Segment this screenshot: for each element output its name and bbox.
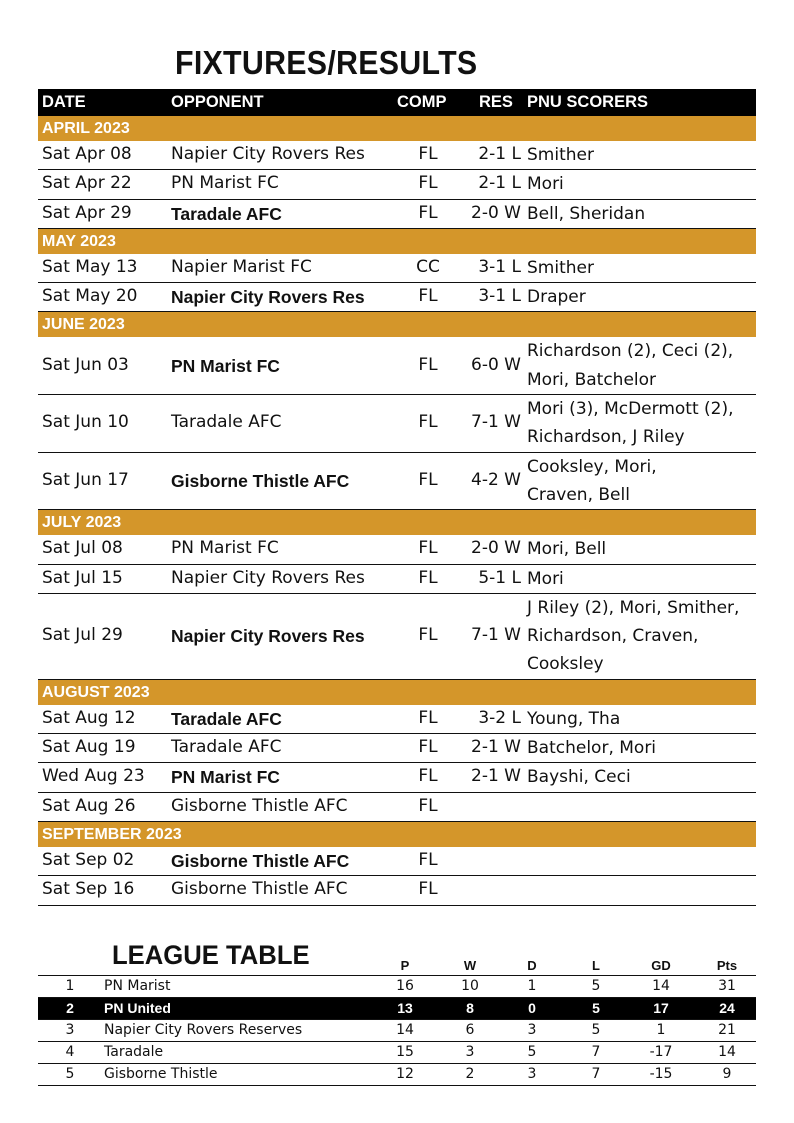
fixture-result: 3-1 L (478, 257, 521, 278)
row-goal-difference: -17 (649, 1044, 673, 1060)
col-lost: L (592, 958, 600, 973)
row-drawn: 3 (527, 1022, 537, 1038)
fixture-result: 2-1 W (471, 737, 521, 758)
row-points: 14 (718, 1044, 736, 1060)
fixture-comp: FL (418, 173, 438, 194)
fixture-comp: FL (418, 707, 438, 728)
row-position: 2 (66, 1000, 74, 1016)
fixture-result: 3-1 L (478, 286, 521, 307)
fixture-row (38, 170, 756, 199)
fixture-comp: FL (418, 766, 438, 787)
league-table-row (38, 1064, 756, 1086)
header-date: DATE (42, 93, 86, 111)
fixture-comp: FL (418, 144, 438, 165)
col-points: Pts (716, 958, 738, 973)
fixture-comp: FL (418, 625, 438, 646)
fixture-result: 2-1 L (478, 173, 521, 194)
fixture-result: 7-1 W (471, 625, 521, 646)
fixture-date: Sat Jun 10 (42, 412, 129, 433)
row-won: 3 (465, 1044, 475, 1060)
fixture-row (38, 705, 756, 734)
row-drawn: 5 (527, 1044, 537, 1060)
fixture-comp: FL (418, 567, 438, 588)
row-lost: 5 (592, 1000, 600, 1016)
row-team: Gisborne Thistle (104, 1066, 218, 1082)
fixture-date: Sat May 13 (42, 257, 138, 278)
fixture-result: 6-0 W (471, 354, 521, 375)
row-played: 16 (396, 978, 414, 994)
fixture-date: Wed Aug 23 (42, 766, 145, 787)
col-goal-difference: GD (651, 958, 671, 973)
row-goal-difference: 1 (656, 1022, 666, 1038)
month-header: AUGUST 2023 (38, 680, 756, 705)
row-won: 10 (461, 978, 479, 994)
fixture-opponent: Napier City Rovers Res (171, 144, 365, 165)
fixture-date: Sat Apr 22 (42, 173, 132, 194)
fixture-comp: FL (418, 538, 438, 559)
fixture-date: Sat Aug 26 (42, 795, 136, 816)
fixture-opponent: Gisborne Thistle AFC (171, 795, 348, 816)
fixture-comp: FL (418, 469, 438, 490)
league-table-row (38, 1020, 756, 1042)
fixture-row (38, 763, 756, 792)
row-team: Taradale (104, 1044, 164, 1060)
fixture-opponent: Napier City Rovers Res (171, 287, 365, 308)
fixture-result: 4-2 W (471, 469, 521, 490)
fixture-date: Sat Apr 29 (42, 202, 132, 223)
fixture-result: 2-1 L (478, 144, 521, 165)
fixture-result: 2-0 W (471, 202, 521, 223)
fixture-result: 7-1 W (471, 412, 521, 433)
month-header: MAY 2023 (38, 229, 756, 254)
fixture-opponent: Napier City Rovers Res (171, 567, 365, 588)
header-scorers: PNU SCORERS (527, 93, 649, 111)
row-lost: 5 (591, 978, 601, 994)
fixture-opponent: Gisborne Thistle AFC (171, 851, 350, 872)
row-team: Napier City Rovers Reserves (104, 1022, 303, 1038)
fixture-opponent: Taradale AFC (171, 412, 282, 433)
fixture-scorers: Richardson (2), Ceci (2), Mori, Batchelor (527, 341, 734, 390)
row-played: 13 (397, 1000, 413, 1016)
row-lost: 7 (591, 1044, 601, 1060)
row-team: PN United (104, 1000, 171, 1016)
fixture-opponent: Taradale AFC (171, 203, 282, 224)
row-goal-difference: -15 (649, 1066, 673, 1082)
row-goal-difference: 17 (653, 1000, 669, 1016)
fixture-row (38, 141, 756, 170)
fixture-date: Sat Jul 08 (42, 538, 123, 559)
fixture-row (38, 395, 756, 453)
fixture-scorers: Smither (527, 257, 594, 278)
fixture-row (38, 847, 756, 876)
col-drawn: D (527, 958, 537, 973)
fixture-date: Sat Jun 03 (42, 354, 129, 375)
page-title: FIXTURES/RESULTS (175, 44, 478, 81)
fixture-scorers: Batchelor, Mori (527, 738, 657, 759)
league-table-row (38, 976, 756, 998)
fixture-opponent: Taradale AFC (171, 708, 282, 729)
row-points: 24 (719, 1000, 735, 1016)
fixture-scorers: Cooksley, Mori, Craven, Bell (527, 456, 657, 505)
row-won: 2 (465, 1066, 475, 1082)
fixture-row (38, 337, 756, 395)
fixture-opponent: Gisborne Thistle AFC (171, 470, 350, 491)
row-position: 4 (65, 1044, 75, 1060)
fixture-comp: FL (418, 412, 438, 433)
row-position: 1 (65, 978, 75, 994)
fixture-comp: CC (416, 257, 440, 278)
row-drawn: 0 (528, 1000, 536, 1016)
fixture-row (38, 876, 756, 905)
fixture-result: 3-2 L (478, 707, 521, 728)
fixture-date: Sat Jun 17 (42, 469, 129, 490)
fixture-row (38, 734, 756, 763)
fixture-row (38, 453, 756, 511)
fixture-opponent: Gisborne Thistle AFC (171, 879, 348, 900)
league-table-title: LEAGUE TABLE (112, 940, 310, 970)
fixture-comp: FL (418, 737, 438, 758)
row-played: 15 (396, 1044, 414, 1060)
fixture-scorers: Bell, Sheridan (527, 203, 646, 224)
fixtures-table (38, 89, 756, 906)
fixture-opponent: PN Marist FC (171, 355, 280, 376)
row-points: 9 (722, 1066, 732, 1082)
col-won: W (463, 958, 477, 973)
league-table (38, 975, 756, 1086)
fixture-comp: FL (418, 202, 438, 223)
fixture-date: Sat Jul 29 (42, 625, 123, 646)
header-res: RES (479, 93, 513, 111)
row-position: 3 (65, 1022, 75, 1038)
fixture-row (38, 594, 756, 680)
fixture-scorers: Draper (527, 287, 586, 308)
fixture-opponent: PN Marist FC (171, 538, 279, 559)
fixture-comp: FL (418, 795, 438, 816)
fixture-scorers: Mori, Bell (527, 539, 607, 560)
fixture-row (38, 535, 756, 564)
fixture-opponent: PN Marist FC (171, 173, 279, 194)
row-played: 14 (396, 1022, 414, 1038)
row-won: 6 (465, 1022, 475, 1038)
fixture-opponent: Taradale AFC (171, 737, 282, 758)
fixture-date: Sat Aug 19 (42, 737, 136, 758)
league-table-row (38, 998, 756, 1020)
league-table-row (38, 1042, 756, 1064)
fixture-date: Sat May 20 (42, 286, 138, 307)
row-drawn: 1 (527, 978, 537, 994)
row-lost: 7 (591, 1066, 601, 1082)
fixture-scorers: Smither (527, 145, 594, 165)
row-goal-difference: 14 (652, 978, 670, 994)
month-header: JULY 2023 (38, 510, 756, 535)
league-table-header (38, 958, 756, 975)
row-drawn: 3 (527, 1066, 537, 1082)
fixture-comp: FL (418, 286, 438, 307)
header-comp: COMP (397, 93, 447, 111)
fixture-date: Sat Apr 08 (42, 144, 132, 165)
fixture-opponent: Napier City Rovers Res (171, 626, 365, 647)
month-header: JUNE 2023 (38, 312, 756, 337)
col-played: P (400, 958, 410, 973)
fixture-date: Sat Sep 02 (42, 850, 135, 871)
row-points: 21 (718, 1022, 736, 1038)
fixture-result: 2-1 W (471, 766, 521, 787)
row-team: PN Marist (104, 978, 171, 994)
fixture-scorers: Mori (527, 174, 564, 195)
fixture-opponent: Napier Marist FC (171, 257, 312, 278)
fixture-scorers: Young, Tha (527, 708, 621, 729)
fixture-scorers: J Riley (2), Mori, Smither, Richardson, Craven, Cooksley (527, 597, 740, 675)
fixture-row (38, 565, 756, 594)
fixture-row (38, 254, 756, 283)
fixture-result: 2-0 W (471, 538, 521, 559)
fixture-scorers: Mori (527, 568, 564, 589)
fixture-row (38, 793, 756, 822)
fixture-opponent: PN Marist FC (171, 767, 280, 788)
row-position: 5 (65, 1066, 75, 1082)
fixture-comp: FL (418, 850, 438, 871)
fixture-date: Sat Sep 16 (42, 879, 135, 900)
fixtures-body (38, 116, 756, 906)
fixture-row (38, 283, 756, 312)
header-opponent: OPPONENT (171, 93, 264, 111)
fixture-scorers: Bayshi, Ceci (527, 767, 631, 788)
fixture-date: Sat Jul 15 (42, 567, 123, 588)
month-header: APRIL 2023 (38, 116, 756, 141)
fixture-comp: FL (418, 354, 438, 375)
fixture-comp: FL (418, 879, 438, 900)
fixture-row (38, 200, 756, 229)
month-header: SEPTEMBER 2023 (38, 822, 756, 847)
row-won: 8 (466, 1000, 474, 1016)
fixture-date: Sat Aug 12 (42, 707, 136, 728)
row-points: 31 (718, 978, 736, 994)
row-lost: 5 (591, 1022, 601, 1038)
fixture-scorers: Mori (3), McDermott (2), Richardson, J Riley (527, 399, 734, 448)
fixtures-header (38, 89, 756, 116)
fixture-result: 5-1 L (478, 567, 521, 588)
row-played: 12 (396, 1066, 414, 1082)
